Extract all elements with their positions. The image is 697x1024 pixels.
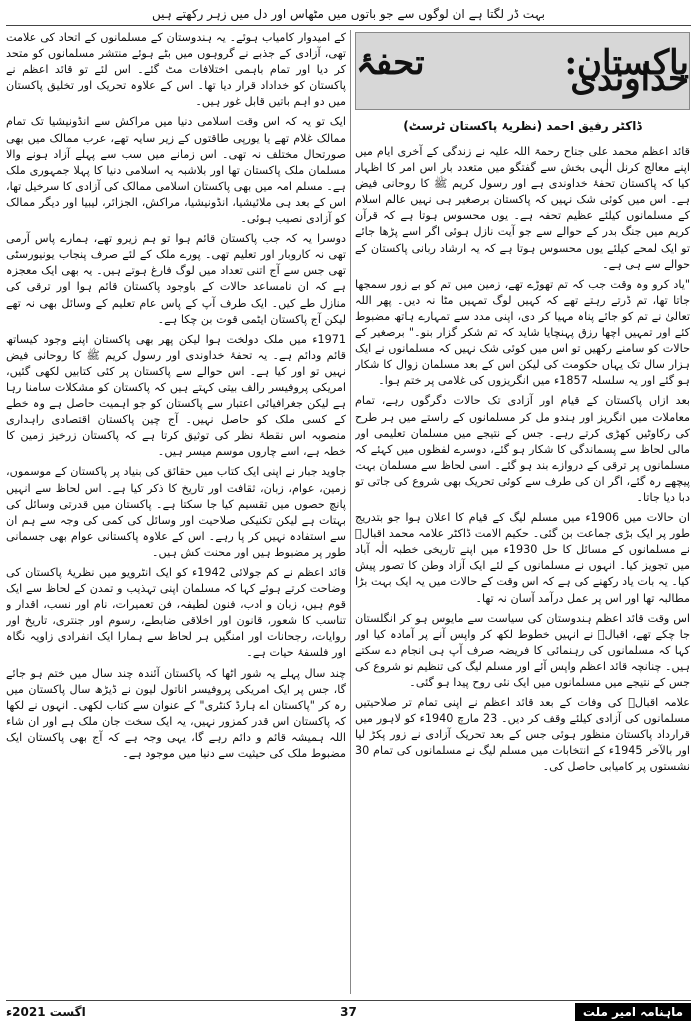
right-column-body bbox=[355, 144, 690, 776]
paragraph: کے امیدوار کامیاب ہوئے۔ یہ ہندوستان کے مسلمانوں کے اتحاد کی علامت تھی، آزادی کے جذبے نے گروہوں میں بٹے ہوئے منتشر مسلمانوں کو متحد کر دیا اور تمام باہمی اختلافات مٹ گئے۔ اس لئے تو قائد اعظم نے پاکستان کو خداداد قرار دیا تھا۔ اس کے علاوہ تحریک اور تخلیق پاکستان میں دو اہم باتیں قابل غور ہیں۔ bbox=[6, 31, 346, 109]
paragraph: چند سال پہلے یہ شور اٹھا کہ پاکستان آئندہ چند سال میں ختم ہو جائے گا، جس پر ایک امریکی پروفیسر اناتول لیون نے ڈیڑھ سال پاکستان میں رہ کر "پاکستان اے ہارڈ کنٹری" کے عنوان سے کتاب لکھی۔ انہوں نے لکھا کہ پاکستان اس قدر کمزور نہیں، یہ ایک سخت جان ملک ہے اور ان شاء اللہ ہمیشہ قائم و دائم رہے گا، یہی وجہ ہے کہ آج بھی پاکستان ایک مضبوط ملک کی حیثیت سے دنیا میں موجود ہے۔ bbox=[6, 666, 346, 761]
top-quote: بہت ڈر لگتا ہے ان لوگوں سے جو باتوں میں مٹھاس اور دل میں زہر رکھتے ہیں bbox=[152, 7, 545, 21]
top-divider bbox=[6, 25, 691, 26]
paragraph: قائد اعظم محمد علی جناح رحمۃ اللہ علیہ نے زندگی کے آخری ایام میں اپنے معالج کرنل الٰہی بخش سے گفتگو میں متعدد بار اس امر کا اظہار کیا کہ پاکستان تحفۂ خداوندی ہے اور رسول کریم ﷺ کا روحانی فیض ہے۔ اس میں کوئی شک نہیں کہ پاکستان برصغیر ہی نہیں عالم اسلام کے مسلمانوں کیلئے عظیم تحفہ ہے۔ یوں محسوس ہوتا ہے کہ قرآن کریم میں جنگ بدر کے حوالے سے جو آیت نازل ہوئی اگر اسے پڑھا جائے تو ایک لمحے کیلئے یوں محسوس ہوتا ہے کہ یہ ارشاد ربانی پاکستان کے حوالے سے ہی ہے۔ bbox=[355, 145, 690, 271]
paragraph: جاوید جبار نے اپنی ایک کتاب میں حقائق کی بنیاد پر پاکستان کے موسموں، زمین، عوام، زبان، ثقافت اور تاریخ کا ذکر کیا ہے۔ اس لحاظ سے انہیں پانچ حصوں میں تقسیم کیا جا سکتا ہے۔ پاکستان میں قدرتی وسائل کی بہتات ہے لیکن تکنیکی صلاحیت اور وسائل کی کمی کی وجہ سے ہم ان سے استفادہ نہیں کر پا رہے۔ اس کے علاوہ پاکستانی عوام بھی جسمانی طور پر مضبوط ہیں اور محنت کش ہیں۔ bbox=[6, 465, 346, 559]
right-column bbox=[355, 30, 690, 994]
issue-date: اگست 2021ء bbox=[6, 1005, 86, 1019]
article-title: پاکستان: تحفۂ خداوندی bbox=[356, 42, 689, 99]
paragraph: بعد ازاں پاکستان کے قیام اور آزادی تک حالات دگرگوں رہے، تمام معاملات میں انگریز اور ہندو مل کر مسلمانوں کے راستے میں ہر طرح کی رکاوٹیں کھڑی کرتے رہے۔ جس کے نتیجے میں مسلمان تعلیمی اور مالی لحاظ سے پسماندگی کا شکار ہو گئے، دوسرے لفظوں میں کہئے کہ مسلمانوں پر ترقی کے دروازے بند ہو گئے۔ اسی لحاظ سے مسلمان بہت پیچھے رہ گئے، اگر ان کی طرف سے کوئی تحریک بھی شروع کی جاتی تو دبا دیا جاتا۔ bbox=[355, 394, 690, 504]
left-column bbox=[6, 30, 346, 994]
paragraph: 1971ء میں ملک دولخت ہوا لیکن پھر بھی پاکستان اپنے وجود کیساتھ قائم ودائم ہے۔ یہ تحفۂ خداوندی اور رسول کریم ﷺ کا روحانی فیض نہیں تو اور کیا ہے۔ اس حوالے سے پاکستان پر کئی کتابیں لکھی گئیں، امریکی پروفیسر رالف بیتی کہتے ہیں کہ پاکستان کو مشکلات سامنا رہا ہے لیکن جغرافیائی اعتبار سے پاکستان کو جو اہمیت حاصل ہے وہ خطے کے کسی ملک کو حاصل نہیں۔ آج چین پاکستان اقتصادی راہداری منصوبہ اس نقطۂ نظر کی توثیق کرتا ہے کہ پاکستان زرخیز زمین کا خطہ ہے، اسے چاروں موسم میسر ہیں۔ bbox=[6, 332, 346, 459]
column-divider bbox=[350, 30, 351, 994]
magazine-name: ماہنامہ امیر ملت bbox=[575, 1003, 691, 1021]
paragraph: "یاد کرو وہ وقت جب کہ تم تھوڑے تھے، زمین میں تم کو بے زور سمجھا جاتا تھا، تم ڈرتے رہتے تھے کہ کہیں لوگ تمہیں مٹا نہ دیں۔ پھر اللہ تعالیٰ نے تم کو جائے پناہ مہیا کر دی، اپنی مدد سے تمہارے ہاتھ مضبوط کئے اور تمہیں اچھا رزق پہنچایا شاید کہ تم شکر گزار بنو۔" برصغیر کے حالات کو سامنے رکھیں تو اس میں کوئی شک نہیں کہ مسلمانوں نے ایک ہزار سال تک یہاں حکومت کی لیکن اس کے بعد مسلمان زوال کا شکار ہو گئے اور یہ سلسلہ 1857ء میں انگریزوں کی غلامی پر ختم ہوا۔ bbox=[355, 277, 690, 388]
page-number: 37 bbox=[340, 1005, 357, 1019]
footer-divider bbox=[6, 1000, 691, 1001]
paragraph: ان حالات میں 1906ء میں مسلم لیگ کے قیام کا اعلان ہوا جو بتدریج طور پر ایک بڑی جماعت بن گئی۔ حکیم الامت ڈاکٹر علامہ محمد اقبالؒ نے مسلمانوں کے مسائل کا حل 1930ء میں اپنے تاریخی خطبہ الٰہ آباد میں تجویز کیا۔ انہوں نے مسلمانوں کے لئے ایک آزاد وطن کا تصور پیش کیا۔ یہ بات یاد رکھنے کی ہے کہ اس وقت کے حالات میں یہ ایک بہت بڑا مطالبہ تھا اور اس پر عمل درآمد آسان نہ تھا۔ bbox=[355, 511, 690, 605]
paragraph: علامہ اقبالؒ کی وفات کے بعد قائد اعظم نے اپنی تمام تر صلاحیتیں مسلمانوں کی آزادی کیلئے وقف کر دیں۔ 23 مارچ 1940ء کو لاہور میں قرارداد پاکستان منظور ہوئی جس کے بعد تحریک آزادی نے زور پکڑ لیا اور بالآخر 1945ء کے انتخابات میں مسلم لیگ نے مسلمانوں کی تمام 30 نشستوں پر کامیابی حاصل کی۔ bbox=[355, 696, 690, 774]
paragraph: قائد اعظم نے کم جولائی 1942ء کو ایک انٹرویو میں نظریۂ پاکستان کی وضاحت کرتے ہوئے کہا کہ مسلمان اپنی تہذیب و تمدن کے لحاظ سے ایک قوم ہیں، زبان و ادب، فنون لطیفہ، فن تعمیرات، نام اور نسب، اقدار و تناسب کا شعور، قانون اور اخلاقی ضابطے، رسوم اور جنتری، تاریخ اور روایات، رجحانات اور امنگیں ہر لحاظ سے ہمارا ایک انفرادی زاویہ نگاہ اور فلسفۂ حیات ہے۔ bbox=[6, 566, 346, 660]
paragraph: ایک تو یہ کہ اس وقت اسلامی دنیا میں مراکش سے انڈونیشیا تک تمام ممالک غلام تھے یا یورپی طاقتوں کے زیر سایہ تھے، عرب ممالک میں بھی صورتحال مختلف نہ تھی۔ اس زمانے میں سب سے پہلے آزاد ہونے والا مسلمان ملک پاکستان تھا اور بلاشبہ یہ اسلامی دنیا کا پہلا جمہوری ملک ہے۔ مسلم امہ میں بھی پاکستان اسلامی ممالک کی آزادی کا سرخیل تھا، اس کے بعد ہی ملائیشیا، انڈونیشیا، مراکش، الجزائر، لیبیا اور دیگر ممالک کو آزادی نصیب ہوئی۔ bbox=[6, 115, 346, 226]
paragraph: اس وقت قائد اعظم ہندوستان کی سیاست سے مایوس ہو کر انگلستان جا چکے تھے، اقبالؒ نے انہیں خطوط لکھ کر واپس آنے پر آمادہ کیا اور کہا کہ مسلمانوں کی رہنمائی کا فریضہ صرف آپ ہی انجام دے سکتے ہیں۔ چنانچہ قائد اعظم واپس آئے اور مسلم لیگ کی تنظیم نو شروع کی جس کے نتیجے میں مسلمانوں میں ایک نئی روح پیدا ہو گئی۔ bbox=[355, 611, 690, 689]
article-title-box bbox=[355, 32, 690, 110]
article-author: ڈاکٹر رفیق احمد (نظریۂ پاکستان ٹرسٹ) bbox=[403, 119, 642, 133]
paragraph: دوسرا یہ کہ جب پاکستان قائم ہوا تو ہم زیرو تھے، ہمارے پاس آرمی تھی نہ کاروبار اور تعلیم تھی۔ پورے ملک کے لئے صرف پنجاب یونیورسٹی تھی جس سے آج اتنی تعداد میں لوگ فارغ ہوتے ہیں۔ یہ بھی ایک معجزہ ہے کہ ان نامساعد حالات کے باوجود پاکستان قائم ہوا اور ترقی کی منازل طے کیں۔ ایک طرف آپ کے پاس عام تعلیم کے وسائل بھی نہ تھے لیکن آج پاکستان ایٹمی قوت بن چکا ہے۔ bbox=[6, 232, 346, 326]
page-footer bbox=[6, 1003, 691, 1021]
